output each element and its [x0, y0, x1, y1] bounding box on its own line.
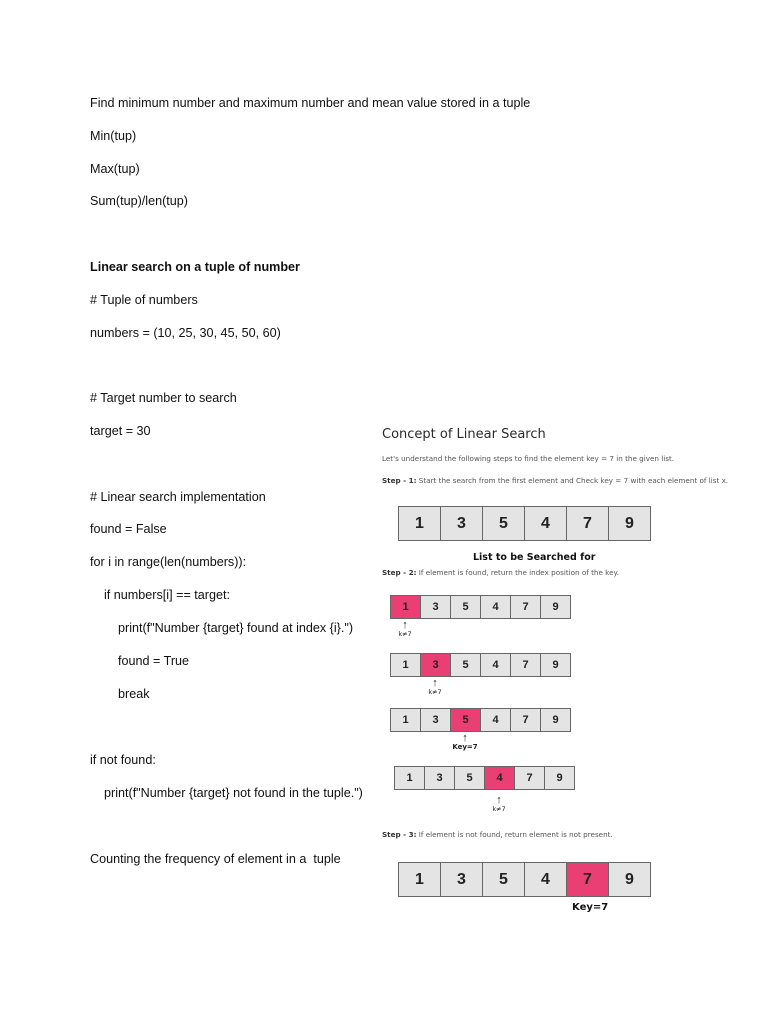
code-comment-target: # Target number to search	[90, 391, 237, 405]
up-arrow-icon: ↑	[402, 619, 408, 631]
code-break: break	[90, 687, 150, 701]
list-cell: 5	[482, 506, 525, 541]
code-if-not-found: if not found:	[90, 753, 156, 767]
list-cell: 3	[420, 708, 451, 732]
step-3	[382, 830, 613, 839]
list-cell: 9	[544, 766, 575, 790]
list-cell: 5	[482, 862, 525, 897]
list-cell: 5	[450, 653, 481, 677]
pointer-label: k≠7	[428, 688, 442, 696]
list-cell-highlighted: 7	[566, 862, 609, 897]
list-cell: 4	[480, 653, 511, 677]
pointer-label: k≠7	[492, 805, 506, 813]
list-row-final	[398, 862, 651, 897]
code-print-found: print(f"Number {target} found at index {i}.")	[90, 621, 354, 635]
list-cell: 9	[540, 595, 571, 619]
list-cell: 7	[510, 708, 541, 732]
list-cell: 1	[390, 708, 421, 732]
pointer-label: k≠7	[398, 630, 412, 638]
list-cell: 9	[608, 862, 651, 897]
step-2-text: If element is found, return the index position of the key.	[416, 568, 620, 577]
section-heading-linear-search: Linear search on a tuple of number	[90, 260, 300, 274]
code-mean: Sum(tup)/len(tup)	[90, 194, 188, 208]
list-caption: List to be Searched for	[473, 552, 596, 563]
code-found-true: found = True	[90, 654, 190, 668]
pointer-3	[450, 733, 480, 751]
up-arrow-icon: ↑	[496, 794, 502, 806]
code-comment-impl: # Linear search implementation	[90, 490, 266, 504]
list-cell: 4	[524, 506, 567, 541]
list-cell: 1	[398, 506, 441, 541]
iteration-row-4	[394, 766, 575, 790]
iteration-row-1	[390, 595, 571, 619]
step-2	[382, 568, 619, 577]
list-cell: 9	[540, 708, 571, 732]
figure-title: Concept of Linear Search	[382, 427, 546, 442]
list-cell: 7	[514, 766, 545, 790]
pointer-label: Key=7	[452, 743, 478, 751]
code-numbers: numbers = (10, 25, 30, 45, 50, 60)	[90, 326, 281, 340]
list-cell-highlighted: 1	[390, 595, 421, 619]
step-3-label: Step - 3:	[382, 830, 417, 839]
pointer-2	[420, 678, 450, 696]
list-cell: 3	[424, 766, 455, 790]
list-cell: 3	[440, 506, 483, 541]
list-cell-highlighted: 4	[484, 766, 515, 790]
code-target: target = 30	[90, 424, 151, 438]
list-cell: 7	[510, 595, 541, 619]
list-cell: 1	[394, 766, 425, 790]
list-cell-highlighted: 5	[450, 708, 481, 732]
code-print-not-found: print(f"Number {target} not found in the tuple.")	[90, 786, 363, 800]
list-cell: 9	[608, 506, 651, 541]
iteration-row-3	[390, 708, 571, 732]
list-cell: 1	[390, 653, 421, 677]
list-row-initial	[398, 506, 651, 541]
list-cell: 5	[450, 595, 481, 619]
figure-subtitle: Let's understand the following steps to find the element key = 7 in the given list.	[382, 454, 675, 463]
iteration-row-2	[390, 653, 571, 677]
intro-line: Find minimum number and maximum number and mean value stored in a tuple	[90, 96, 531, 110]
list-cell: 7	[566, 506, 609, 541]
list-cell-highlighted: 3	[420, 653, 451, 677]
final-key-label: Key=7	[572, 902, 609, 913]
step-1	[382, 476, 728, 485]
list-cell: 4	[524, 862, 567, 897]
step-1-label: Step - 1:	[382, 476, 417, 485]
code-min: Min(tup)	[90, 129, 137, 143]
step-2-label: Step - 2:	[382, 568, 417, 577]
list-cell: 7	[510, 653, 541, 677]
step-1-text: Start the search from the first element and Check key = 7 with each element of list x.	[416, 476, 729, 485]
pointer-1	[390, 620, 420, 638]
code-max: Max(tup)	[90, 162, 140, 176]
list-cell: 4	[480, 708, 511, 732]
code-if: if numbers[i] == target:	[90, 588, 230, 602]
linear-search-figure	[382, 424, 729, 924]
list-cell: 9	[540, 653, 571, 677]
code-for: for i in range(len(numbers)):	[90, 555, 247, 569]
pointer-4	[484, 795, 514, 813]
section-frequency: Counting the frequency of element in a tuple	[90, 852, 341, 866]
list-cell: 3	[420, 595, 451, 619]
code-comment-tuple: # Tuple of numbers	[90, 293, 198, 307]
list-cell: 4	[480, 595, 511, 619]
list-cell: 5	[454, 766, 485, 790]
code-found-false: found = False	[90, 522, 167, 536]
list-cell: 3	[440, 862, 483, 897]
up-arrow-icon: ↑	[432, 677, 438, 689]
up-arrow-icon: ↑	[462, 732, 468, 744]
list-cell: 1	[398, 862, 441, 897]
step-3-text: If element is not found, return element is not present.	[416, 830, 613, 839]
